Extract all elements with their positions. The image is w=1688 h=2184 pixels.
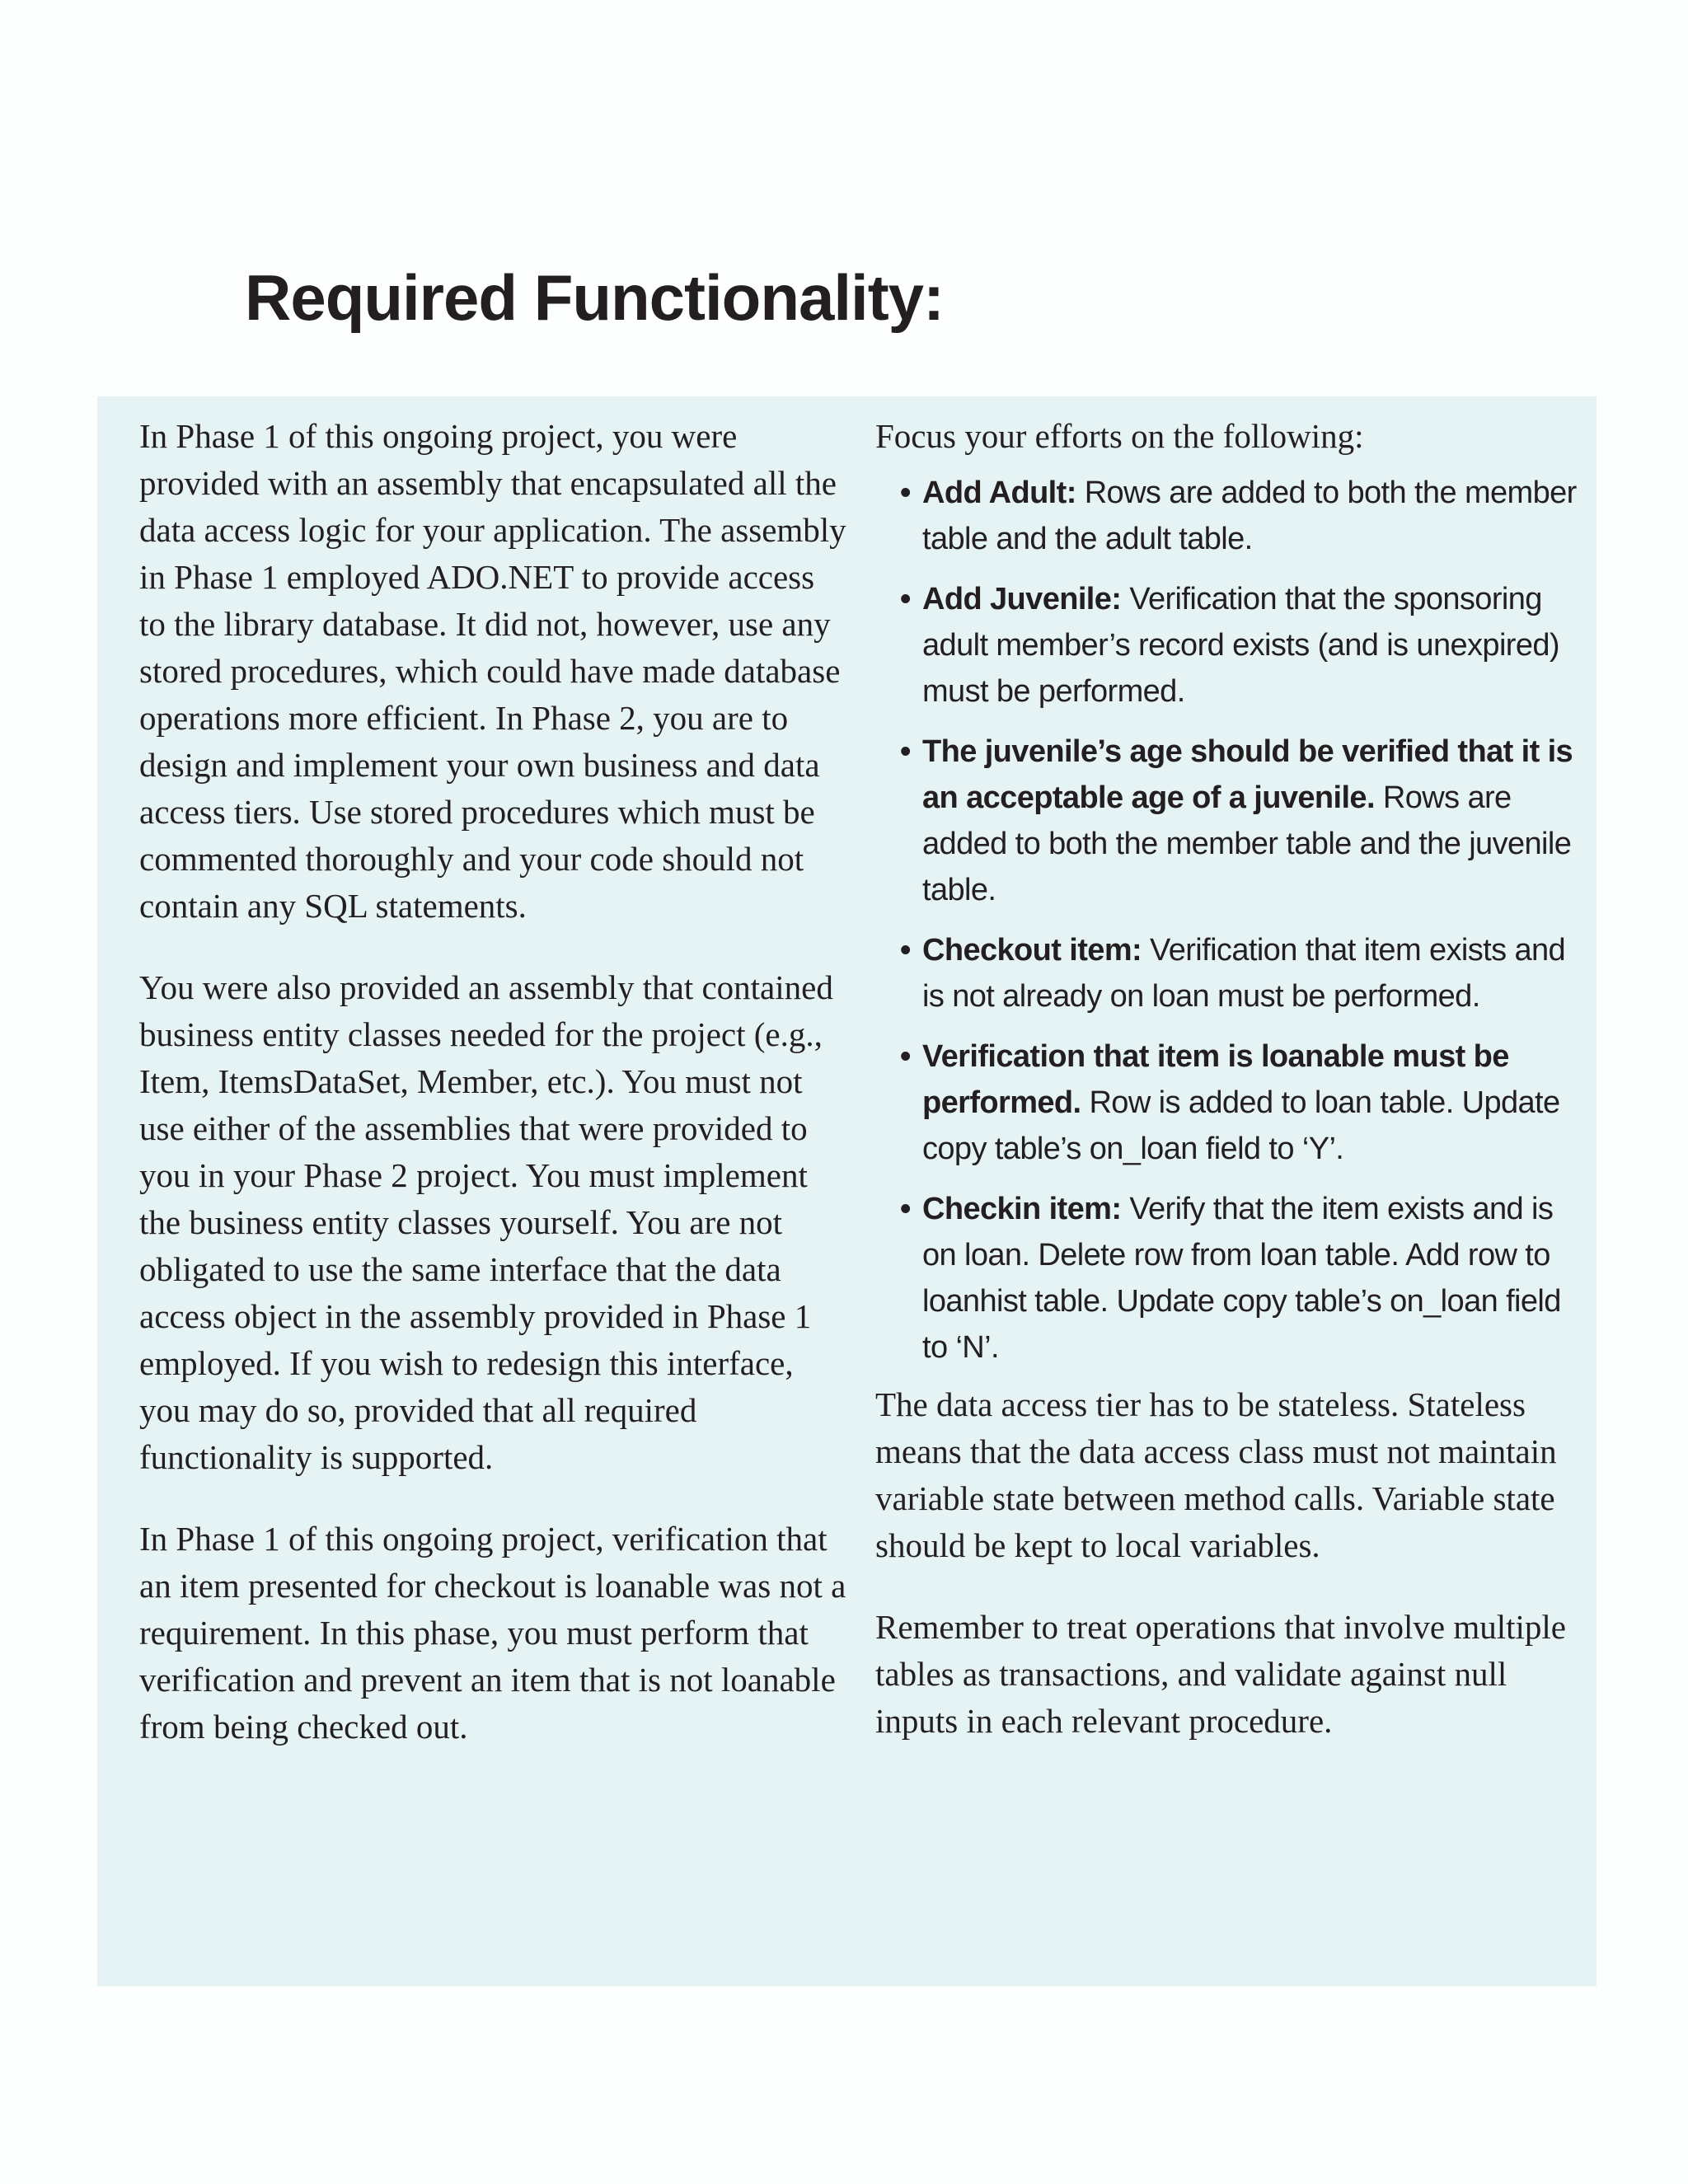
paragraph-business-entities: You were also provided an assembly that contained business entity classes needed for the project (e.g., Item, ItemsDataSet, Member, etc.). You must not use either of the assemblies that were provided to you in your Phase 2 project. You must implement the business entity classes yourself. You are not obligated to use the same interface that the data access object in the assembly provided in Phase 1 employed. If you wish to redesign this interface, you may do so, provided that all required functionality is supported. [139,968,833,1476]
list-item-lead: Checkin item: [922,1192,1122,1226]
list-item-lead: Add Adult: [922,476,1076,510]
bullet-icon: • [900,1039,911,1074]
list-item-lead: Add Juvenile: [922,582,1122,616]
requirements-list [875,470,1584,1371]
list-item [875,927,1584,1019]
list-item-lead: The juvenile’s age should be verified that it is an acceptable age of a juvenile. [922,734,1573,815]
bullet-icon: • [900,1192,911,1226]
list-item [875,1033,1584,1172]
paragraph-loanable-verification: In Phase 1 of this ongoing project, verification that an item presented for checkout is loanable was not a requirement. In this phase, you must perform that verification and prevent an item that is not loanable from being checked out. [139,1520,846,1746]
list-item-text: Rows are added to both the member table and the adult table. [922,476,1577,556]
list-item [875,1186,1584,1371]
list-item-text: Verification that item exists and is not already on loan must be performed. [922,933,1566,1014]
list-item-text: Verification that the sponsoring adult member’s record exists (and is unexpired) must be performed. [922,582,1559,709]
bullet-icon: • [900,582,911,616]
paragraph-stateless: The data access tier has to be stateless. Stateless means that the data access class must not maintain variable state between method calls. Variable state should be kept to local variables. [875,1385,1557,1564]
bullet-icon: • [900,476,911,510]
list-item-text: Rows are added to both the member table and the juvenile table. [922,780,1572,907]
list-item-lead: Checkout item: [922,933,1142,968]
left-column [139,413,848,1750]
focus-intro: Focus your efforts on the following: [875,417,1364,455]
paragraph-transactions: Remember to treat operations that involve multiple tables as transactions, and validate against null inputs in each relevant procedure. [875,1608,1566,1740]
list-item [875,729,1584,913]
list-item-text: Row is added to loan table. Update copy table’s on_loan field to ‘Y’. [922,1085,1560,1166]
page-title: Required Functionality: [245,261,945,334]
content-panel [97,396,1597,1986]
right-column [875,413,1584,1745]
paragraph-phase-1-intro: In Phase 1 of this ongoing project, you were provided with an assembly that encapsulated all the data access logic for your application. The assembly in Phase 1 employed ADO.NET to provide access to the library database. It did not, however, use any stored procedures, which could have made database operations more efficient. In Phase 2, you are to design and implement your own business and data access tiers. Use stored procedures which must be commented thoroughly and your code should not contain any SQL statements. [139,417,846,925]
list-item-lead: Verification that item is loanable must be performed. [922,1039,1509,1120]
list-item [875,576,1584,715]
bullet-icon: • [900,734,911,769]
bullet-icon: • [900,933,911,968]
list-item [875,470,1584,562]
list-item-text: Verify that the item exists and is on loan. Delete row from loan table. Add row to loanhist table. Update copy table’s on_loan field to ‘N’. [922,1192,1561,1365]
